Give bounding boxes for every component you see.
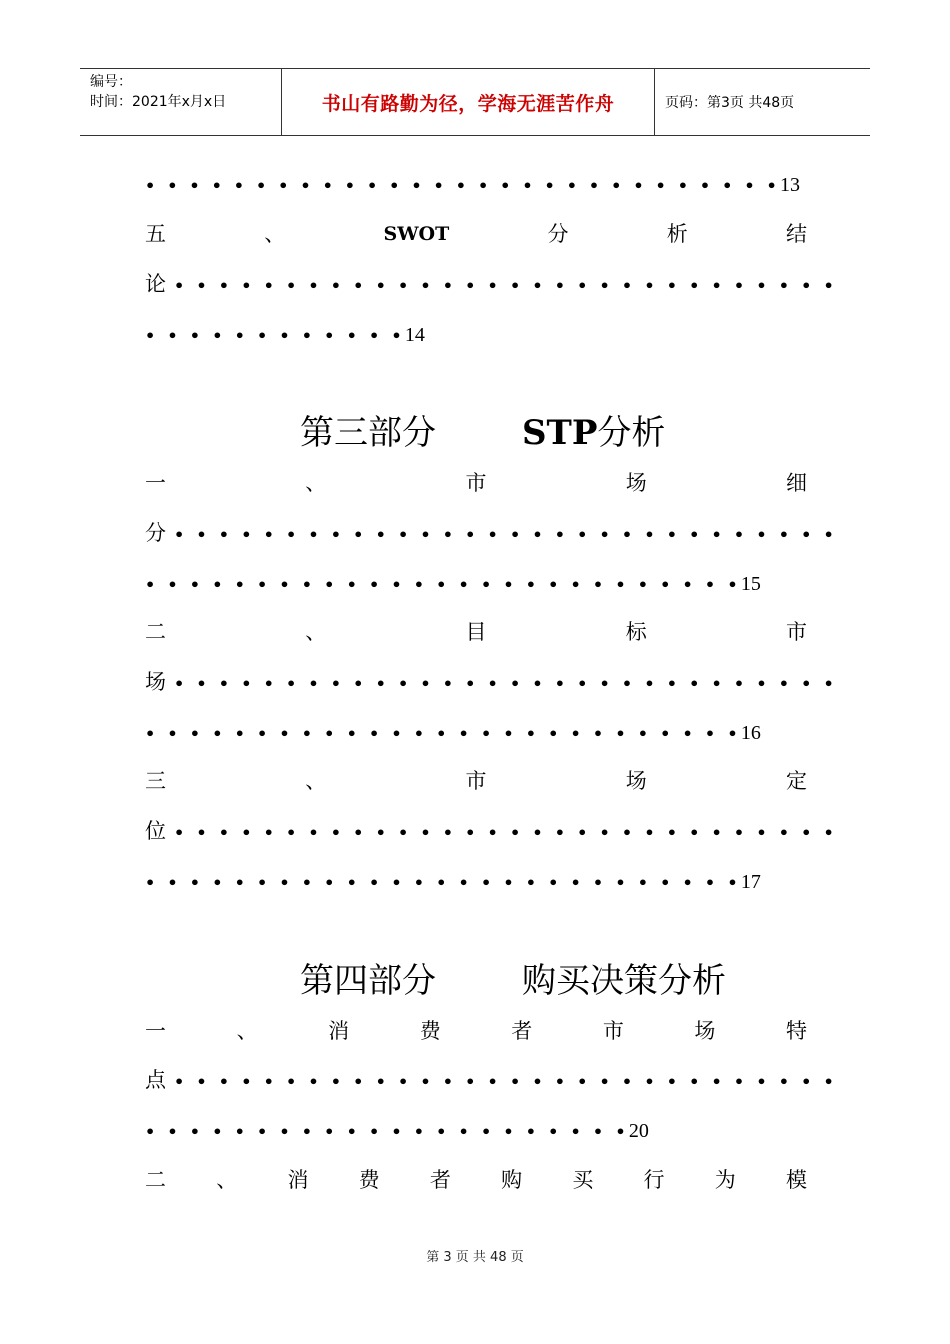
toc-char: 分 — [547, 222, 569, 246]
toc-char: 二 — [145, 620, 166, 644]
toc-entry-target-market[interactable] — [145, 617, 807, 647]
toc-char: 位 — [145, 819, 166, 843]
toc-char: 、 — [305, 769, 327, 793]
toc-char: 分 — [145, 521, 166, 545]
toc-char: 模 — [785, 1168, 807, 1192]
toc-row-continuation — [145, 1065, 838, 1095]
section-heading-part4 — [300, 958, 726, 1004]
toc-char: 消 — [287, 1168, 309, 1192]
toc-char: 一 — [145, 1019, 166, 1043]
toc-char: 细 — [786, 471, 807, 495]
section-heading-part3 — [300, 410, 665, 456]
toc-char: 行 — [643, 1168, 665, 1192]
toc-row-continuation — [145, 667, 838, 697]
toc-char: 析 — [666, 222, 688, 246]
heading-part: 第三部分 — [300, 413, 436, 453]
header-motto: 书山有路勤为径，学海无涯苦作舟 — [282, 69, 655, 135]
toc-row-continuation — [145, 269, 838, 299]
toc-char: 特 — [785, 1019, 807, 1043]
toc-word: SWOT — [383, 223, 450, 245]
toc-entry-swot[interactable] — [145, 219, 807, 249]
leader-dots: • • • • • • • • • • • • • • • • • • • • • • • • • • • • • — [145, 176, 780, 195]
time-label: 时间：2021年x月x日 — [90, 94, 227, 110]
toc-char: 场 — [145, 670, 166, 694]
toc-row-continuation — [145, 169, 807, 199]
page-number: 14 — [404, 324, 425, 346]
heading-part: 第四部分 — [300, 961, 436, 1001]
leader-dots: • • • • • • • • • • • • • • • • • • • • • • • • • • • • • • — [174, 823, 838, 842]
toc-entry-consumer-market[interactable] — [145, 1016, 807, 1046]
toc-char: 、 — [264, 222, 286, 246]
toc-row-continuation — [145, 816, 838, 846]
page-number: 13 — [779, 174, 800, 196]
toc-char: 消 — [328, 1019, 350, 1043]
toc-char: 、 — [236, 1019, 258, 1043]
leader-dots: • • • • • • • • • • • • — [145, 326, 405, 345]
toc-char: 费 — [358, 1168, 380, 1192]
leader-dots: • • • • • • • • • • • • • • • • • • • • • • • • • • • — [145, 575, 741, 594]
toc-char: 结 — [786, 222, 807, 246]
toc-char: 者 — [429, 1168, 451, 1192]
heading-title: 购买决策分析 — [522, 961, 726, 1001]
toc-char: 定 — [786, 769, 807, 793]
leader-dots: • • • • • • • • • • • • • • • • • • • • • • — [145, 1122, 629, 1141]
toc-row-continuation — [145, 319, 807, 349]
toc-char: 为 — [714, 1168, 736, 1192]
toc-row-continuation — [145, 866, 807, 896]
leader-dots: • • • • • • • • • • • • • • • • • • • • • • • • • • • • • • — [174, 276, 838, 295]
header-meta — [80, 69, 282, 135]
page-number: 15 — [740, 573, 761, 595]
page-footer: 第 3 页 共 48 页 — [426, 1250, 524, 1265]
leader-dots: • • • • • • • • • • • • • • • • • • • • • • • • • • • • • • — [174, 1072, 838, 1091]
toc-char: 一 — [145, 471, 166, 495]
toc-char: 标 — [625, 620, 647, 644]
page-number: 16 — [740, 722, 761, 744]
toc-char: 目 — [465, 620, 487, 644]
toc-char: 市 — [465, 769, 487, 793]
toc-char: 市 — [465, 471, 487, 495]
toc-entry-market-positioning[interactable] — [145, 766, 807, 796]
toc-char: 、 — [216, 1168, 238, 1192]
toc-char: 、 — [305, 620, 327, 644]
toc-row-continuation — [145, 568, 807, 598]
toc-char: 点 — [145, 1068, 166, 1092]
toc-char: 市 — [786, 620, 807, 644]
heading-title-latin: STP — [522, 413, 598, 453]
toc-row-continuation — [145, 518, 838, 548]
toc-row-continuation — [145, 717, 807, 747]
toc-char: 者 — [511, 1019, 533, 1043]
toc-char: 论 — [145, 272, 166, 296]
toc-entry-market-segmentation[interactable] — [145, 468, 807, 498]
page-header — [80, 68, 870, 136]
leader-dots: • • • • • • • • • • • • • • • • • • • • • • • • • • • — [145, 873, 741, 892]
heading-title: 分析 — [597, 413, 666, 453]
header-page-info: 页码：第3页 共48页 — [665, 95, 795, 111]
toc-char: 二 — [145, 1168, 166, 1192]
toc-char: 场 — [694, 1019, 716, 1043]
toc-char: 买 — [572, 1168, 594, 1192]
toc-entry-consumer-behavior[interactable] — [145, 1165, 807, 1195]
toc-row-continuation — [145, 1115, 807, 1145]
toc-char: 费 — [419, 1019, 441, 1043]
leader-dots: • • • • • • • • • • • • • • • • • • • • • • • • • • • — [145, 724, 741, 743]
toc-char: 购 — [501, 1168, 523, 1192]
leader-dots: • • • • • • • • • • • • • • • • • • • • • • • • • • • • • • — [174, 525, 838, 544]
toc-char: 市 — [602, 1019, 624, 1043]
toc-char: 场 — [625, 471, 647, 495]
toc-char: 场 — [625, 769, 647, 793]
toc-char: 五 — [145, 222, 166, 246]
toc-char: 三 — [145, 769, 166, 793]
page-number: 17 — [740, 871, 761, 893]
page-number: 20 — [628, 1120, 649, 1142]
toc-char: 、 — [305, 471, 327, 495]
leader-dots: • • • • • • • • • • • • • • • • • • • • • • • • • • • • • • — [174, 674, 838, 693]
number-label: 编号： — [90, 74, 132, 90]
